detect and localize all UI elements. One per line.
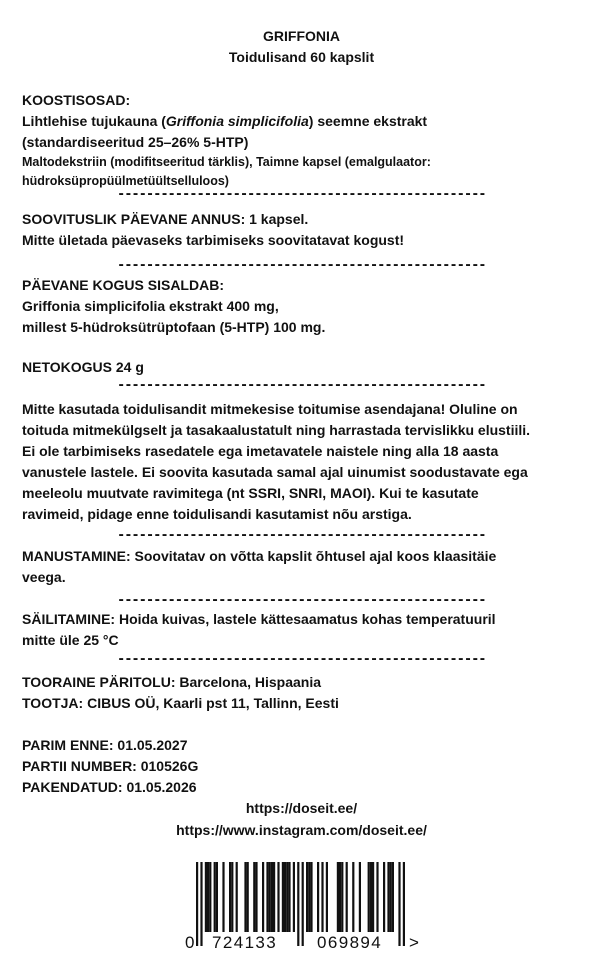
barcode-bar	[310, 862, 312, 932]
barcode-bar	[200, 862, 202, 946]
barcode-bar	[244, 862, 246, 932]
dates-section	[22, 735, 588, 798]
warning-line: meeleolu muutvate ravimitega (nt SSRI, SNRI, MAOI). Kui te kasutate	[22, 485, 479, 501]
ingredients-line-1	[22, 111, 588, 132]
daily-dose-section	[22, 209, 588, 251]
batch-number: PARTII NUMBER: 010526G	[22, 758, 199, 774]
daily-content-line-1: Griffonia simplicifolia ekstrakt 400 mg,	[22, 298, 279, 314]
barcode-bar	[271, 862, 273, 932]
warning-section	[22, 399, 588, 525]
barcode-bar	[229, 862, 231, 932]
barcode-bar	[284, 862, 286, 932]
barcode-bar	[387, 862, 389, 932]
ingredients-line-4: hüdroksüpropüülmetüültselluloos)	[22, 174, 229, 188]
separator-4: ---------------------------------------------------	[117, 528, 486, 543]
barcode-bar	[368, 862, 370, 932]
separator-6: ---------------------------------------------------	[117, 652, 486, 667]
barcode-bar	[255, 862, 257, 932]
barcode-bar	[205, 862, 207, 932]
latin-name: Griffonia simplicifolia	[165, 113, 309, 129]
usage-line-2: veega.	[22, 569, 66, 585]
ingredients-line-1-prefix: Lihtlehise tujukauna (	[22, 113, 166, 129]
ingredients-line-1-suffix: ) seemne ekstrakt	[308, 113, 428, 129]
barcode-bar	[346, 862, 348, 932]
separator-3: ---------------------------------------------------	[117, 378, 486, 393]
net-quantity: NETOKOGUS 24 g	[22, 359, 144, 375]
barcode-bar	[236, 862, 238, 932]
ingredients-section	[22, 90, 588, 191]
daily-content-line-2: millest 5-hüdroksütrüptofaan (5-HTP) 100 mg.	[22, 319, 326, 335]
barcode-bar	[269, 862, 271, 932]
origin-section	[22, 672, 588, 714]
manufacturer: TOOTJA: CIBUS OÜ, Kaarli pst 11, Tallinn, Eesti	[22, 695, 339, 711]
barcode-bar	[209, 862, 211, 932]
storage-line-2: mitte üle 25 °C	[22, 632, 119, 648]
warning-line: Mitte kasutada toidulisandit mitmekesise toitumise asendajana! Oluline on	[22, 401, 518, 417]
barcode-bar	[288, 862, 290, 932]
barcode-bar	[376, 862, 378, 932]
barcode-bar	[277, 862, 279, 932]
barcode-digit-first: 0	[185, 933, 195, 952]
daily-dose-line-1: SOOVITUSLIK PÄEVANE ANNUS: 1 kapsel.	[22, 211, 309, 227]
barcode-bar	[392, 862, 394, 932]
packed-date: PAKENDATUD: 01.05.2026	[22, 779, 197, 795]
links-section	[0, 797, 603, 841]
separator-1: ---------------------------------------------------	[117, 187, 486, 202]
barcode-bar	[321, 862, 323, 932]
barcode-bar	[207, 862, 209, 932]
barcode-quiet-marker: >	[409, 933, 419, 952]
storage-line-1: SÄILITAMINE: Hoida kuivas, lastele kättesaamatus kohas temperatuuril	[22, 611, 496, 627]
barcode-bar	[214, 862, 216, 932]
warning-line: vanustele lastele. Ei soovita kasutada samal ajal uinumist soodustavate ega	[22, 464, 528, 480]
raw-material-origin: TOORAINE PÄRITOLU: Barcelona, Hispaania	[22, 674, 321, 690]
barcode-bar	[341, 862, 343, 932]
barcode-bar	[216, 862, 218, 932]
barcode	[179, 860, 422, 952]
instagram-link[interactable]: https://www.instagram.com/doseit.ee/	[176, 822, 427, 838]
warning-line: Ei ole tarbimiseks rasedatele ega imetavatele naistele ning alla 18 aasta	[22, 443, 499, 459]
barcode-bar	[370, 862, 372, 932]
barcode-bar	[196, 862, 198, 946]
barcode-bar	[308, 862, 310, 932]
barcode-bar	[352, 862, 354, 932]
barcode-bar	[372, 862, 374, 932]
barcode-bar	[306, 862, 308, 932]
storage-section	[22, 609, 588, 651]
barcode-bar	[398, 862, 400, 946]
barcode-bar	[326, 862, 328, 932]
barcode-bar	[337, 862, 339, 932]
barcode-bar	[403, 862, 405, 946]
barcode-graphic	[179, 860, 422, 952]
barcode-group-left: 724133	[212, 933, 278, 952]
label-header	[0, 26, 603, 68]
barcode-bar	[273, 862, 275, 932]
daily-content-heading: PÄEVANE KOGUS SISALDAB:	[22, 277, 224, 293]
daily-dose-line-2: Mitte ületada päevaseks tarbimiseks soovitatavat kogust!	[22, 232, 405, 248]
best-before: PARIM ENNE: 01.05.2027	[22, 737, 188, 753]
barcode-bar	[293, 862, 295, 932]
ingredients-line-2: (standardiseeritud 25–26% 5-HTP)	[22, 134, 249, 150]
barcode-bar	[231, 862, 233, 932]
ingredients-heading: KOOSTISOSAD:	[22, 92, 131, 108]
barcode-bar	[222, 862, 224, 932]
warning-line: toituda mitmekülgselt ja tasakaalustatult ning harrastada tervislikku elustiili.	[22, 422, 531, 438]
separator-2: ---------------------------------------------------	[117, 258, 486, 273]
barcode-bar	[247, 862, 249, 932]
barcode-group-right: 069894	[317, 933, 383, 952]
barcode-bar	[359, 862, 361, 932]
barcode-bar	[297, 862, 299, 946]
warning-line: ravimeid, pidage enne toidulisandi kasutamist nõu arstiga.	[22, 506, 412, 522]
product-name: GRIFFONIA	[263, 28, 340, 44]
separator-5: ---------------------------------------------------	[117, 593, 486, 608]
barcode-bar	[302, 862, 304, 946]
barcode-bar	[317, 862, 319, 932]
barcode-bar	[262, 862, 264, 932]
barcode-bar	[253, 862, 255, 932]
barcode-bar	[383, 862, 385, 932]
usage-section	[22, 546, 588, 588]
usage-line-1: MANUSTAMINE: Soovitatav on võtta kapslit õhtusel ajal koos klaasitäie	[22, 548, 497, 564]
ingredients-line-3: Maltodekstriin (modifitseeritud tärklis), Taimne kapsel (emalgulaator:	[22, 155, 431, 169]
product-subtitle: Toidulisand 60 kapslit	[228, 49, 375, 65]
website-link[interactable]: https://doseit.ee/	[245, 800, 358, 816]
barcode-bar	[266, 862, 268, 932]
barcode-bar	[286, 862, 288, 932]
barcode-bar	[339, 862, 341, 932]
barcode-bar	[282, 862, 284, 932]
daily-content-section	[22, 275, 588, 338]
barcode-bar	[390, 862, 392, 932]
